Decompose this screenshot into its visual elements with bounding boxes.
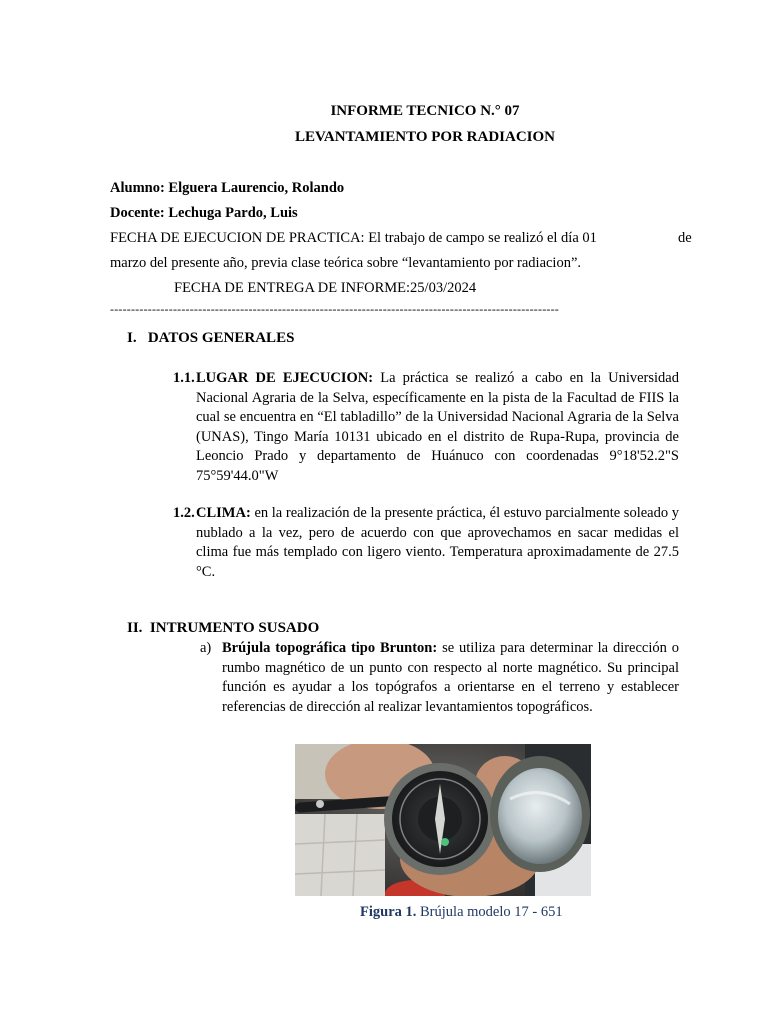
execution-date-line1: FECHA DE EJECUCION DE PRACTICA: El trabajo de campo se realizó el día 01 [110,230,597,246]
section-2-heading: II. INTRUMENTO SUSADO [127,620,320,636]
report-title: INFORME TECNICO N.° 07 [330,103,520,119]
delivery-date: FECHA DE ENTREGA DE INFORME:25/03/2024 [174,280,477,296]
item-1-2-number: 1.2. [173,505,195,521]
compass-photo [295,744,591,896]
report-subtitle: LEVANTAMIENTO POR RADIACION [294,129,556,145]
student-line: Alumno: Elguera Laurencio, Rolando [110,180,345,196]
separator-line: ----------------------------------------------------------------------------------------------------------- [110,302,559,316]
item-a-paragraph: Brújula topográfica tipo Brunton: se utiliza para determinar la dirección o rumbo magnético de un punto con respecto al norte magnético. Su principal función es ayudar a los topógrafos a orientarse en el terreno y establecer referencias de dirección al realizar levantamientos topográficos. [222,640,680,715]
section-1-heading: I. DATOS GENERALES [127,330,295,346]
execution-date-line2: marzo del presente año, previa clase teórica sobre “levantamiento por radiacion”. [110,255,582,271]
teacher-line: Docente: Lechuga Pardo, Luis [110,205,298,221]
item-a-letter: a) [200,640,212,656]
item-1-1-paragraph: LUGAR DE EJECUCION: La práctica se realizó a cabo en la Universidad Nacional Agraria de la Selva, específicamente en la pista de la Facultad de FIIS la cual se encuentra en “El tabladillo” de la Universidad Nacional Agraria de la Selva (UNAS), Tingo María 10131 ubicado en el distrito de Rupa-Rupa, provincia de Leoncio Prado y departamento de Huánuco con coordenadas 9°18'52.2"S 75°59'44.0"W [196,370,679,484]
execution-date-de: de [678,230,692,246]
item-1-1-number: 1.1. [173,370,195,386]
figure-caption: Figura 1. Brújula modelo 17 - 651 [360,904,563,920]
item-1-2-paragraph: CLIMA: en la realización de la presente práctica, él estuvo parcialmente soleado y nublado a la vez, pero de acuerdo con que aprovechamos en sacar medidas el clima fue más templado con ligero viento. Temperatura aproximadamente de 27.5 °C. [196,505,679,580]
